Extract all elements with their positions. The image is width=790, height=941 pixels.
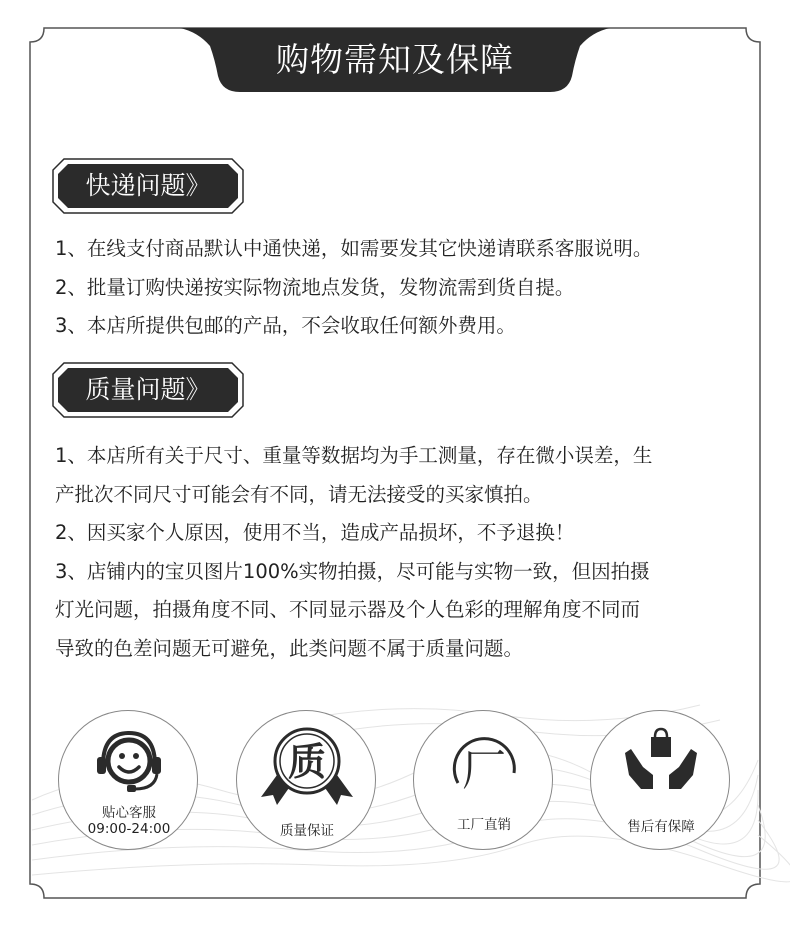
- list-item: 3、本店所提供包邮的产品，不会收取任何额外费用。: [55, 314, 516, 337]
- list-item: 1、本店所有关于尺寸、重量等数据均为手工测量，存在微小误差，生: [55, 444, 653, 467]
- headset-smiley-icon: [59, 723, 199, 805]
- section-heading-express: [52, 158, 244, 214]
- quality-seal-icon: [237, 723, 377, 805]
- badge-factory: [413, 710, 553, 850]
- hands-bag-icon: [591, 723, 731, 805]
- list-item: 导致的色差问题无可避免，此类问题不属于质量问题。: [55, 636, 524, 660]
- badge-label: 工厂直销: [457, 817, 511, 833]
- guarantee-badges: [0, 700, 790, 860]
- factory-glyph: 厂: [462, 745, 506, 796]
- badge-label: 售后有保障: [627, 819, 695, 835]
- page-title: 购物需知及保障: [276, 40, 514, 79]
- factory-icon: [414, 723, 554, 805]
- express-notes: [55, 230, 745, 346]
- section-heading-label: 质量问题》: [85, 375, 211, 404]
- badge-after-sales: [590, 710, 730, 850]
- list-item: 1、在线支付商品默认中通快递，如需要发其它快递请联系客服说明。: [55, 237, 653, 260]
- list-item: 2、批量订购快递按实际物流地点发货，发物流需到货自提。: [55, 275, 575, 299]
- badge-label: 贴心客服: [102, 805, 156, 821]
- list-item: 灯光问题，拍摄角度不同、不同显示器及个人色彩的理解角度不同而: [55, 598, 641, 621]
- section-heading-quality: [52, 362, 244, 418]
- seal-glyph: 质: [287, 739, 327, 784]
- section-heading-label: 快递问题》: [85, 171, 211, 200]
- badge-customer-service: [58, 710, 198, 850]
- badge-hours: 09:00-24:00: [87, 821, 171, 837]
- badge-quality: [236, 710, 376, 850]
- quality-notes: [55, 437, 745, 668]
- list-item: 2、因买家个人原因，使用不当，造成产品损坏，不予退换！: [55, 521, 575, 544]
- list-item: 3、店铺内的宝贝图片100%实物拍摄，尽可能与实物一致，但因拍摄: [55, 559, 650, 583]
- badge-label: 质量保证: [280, 823, 334, 839]
- list-item: 产批次不同尺寸可能会有不同，请无法接受的买家慎拍。: [55, 482, 543, 506]
